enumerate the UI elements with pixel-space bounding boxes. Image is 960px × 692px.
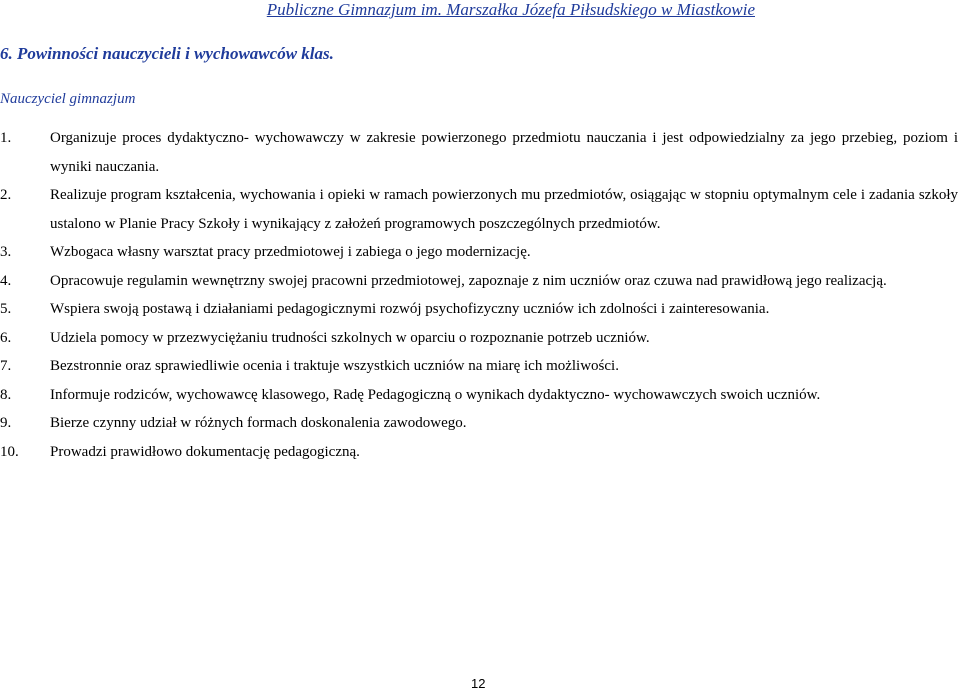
list-item bbox=[0, 181, 960, 238]
duties-list bbox=[0, 124, 960, 466]
list-item-text: Prowadzi prawidłowo dokumentację pedagogiczną. bbox=[50, 443, 360, 460]
list-item bbox=[0, 124, 960, 181]
list-item-number: 3. bbox=[0, 244, 12, 260]
list-item-text: Organizuje proces dydaktyczno- wychowawczy w zakresie powierzonego przedmiotu nauczania i jest odpowiedzialny za jego przebieg, poziom i wyniki nauczania. bbox=[50, 130, 958, 175]
list-item bbox=[0, 324, 960, 353]
list-item-text: Informuje rodziców, wychowawcę klasowego, Radę Pedagogiczną o wynikach dydaktyczno- wychowawczych swoich uczniów. bbox=[50, 386, 821, 403]
list-item-number: 6. bbox=[0, 329, 12, 346]
section-subheading: Nauczyciel gimnazjum bbox=[0, 91, 136, 107]
list-item-text: Realizuje program kształcenia, wychowania i opieki w ramach powierzonych mu przedmiotów, osiągając w stopniu optymalnym cele i zadania szkoły ustalono w Planie Pracy Szkoły i wynikający z założeń programowych poszczególnych przedmiotów. bbox=[50, 187, 958, 232]
list-item-number: 1. bbox=[0, 130, 12, 146]
list-item bbox=[0, 438, 960, 467]
running-header: Publiczne Gimnazjum im. Marszałka Józefa Piłsudskiego w Miastkowie bbox=[266, 0, 755, 19]
list-item-text: Bierze czynny udział w różnych formach doskonalenia zawodowego. bbox=[50, 415, 467, 431]
list-item-number: 9. bbox=[0, 415, 12, 431]
list-item-text: Wzbogaca własny warsztat pracy przedmiotowej i zabiega o jego modernizację. bbox=[50, 244, 531, 260]
list-item bbox=[0, 409, 960, 438]
list-item-number: 5. bbox=[0, 301, 12, 317]
list-item-text: Opracowuje regulamin wewnętrzny swojej pracowni przedmiotowej, zapoznaje z nim uczniów oraz czuwa nad prawidłową jego realizacją. bbox=[50, 272, 887, 289]
section-title: 6. Powinności nauczycieli i wychowawców klas. bbox=[0, 44, 334, 63]
list-item bbox=[0, 352, 960, 381]
list-item-text: Wspiera swoją postawą i działaniami pedagogicznymi rozwój psychofizyczny uczniów ich zdolności i zainteresowania. bbox=[50, 301, 770, 317]
list-item-text: Udziela pomocy w przezwyciężaniu trudności szkolnych w oparciu o rozpoznanie potrzeb uczniów. bbox=[50, 329, 650, 346]
page-number: 12 bbox=[471, 676, 486, 691]
list-item bbox=[0, 381, 960, 410]
list-item-number: 4. bbox=[0, 272, 12, 289]
list-item-number: 7. bbox=[0, 358, 12, 374]
list-item-text: Bezstronnie oraz sprawiedliwie ocenia i traktuje wszystkich uczniów na miarę ich możliwości. bbox=[50, 358, 619, 374]
list-item bbox=[0, 238, 960, 267]
list-item-number: 10. bbox=[0, 443, 19, 460]
list-item bbox=[0, 267, 960, 296]
list-item bbox=[0, 295, 960, 324]
list-item-number: 2. bbox=[0, 187, 12, 203]
list-item-number: 8. bbox=[0, 386, 12, 403]
